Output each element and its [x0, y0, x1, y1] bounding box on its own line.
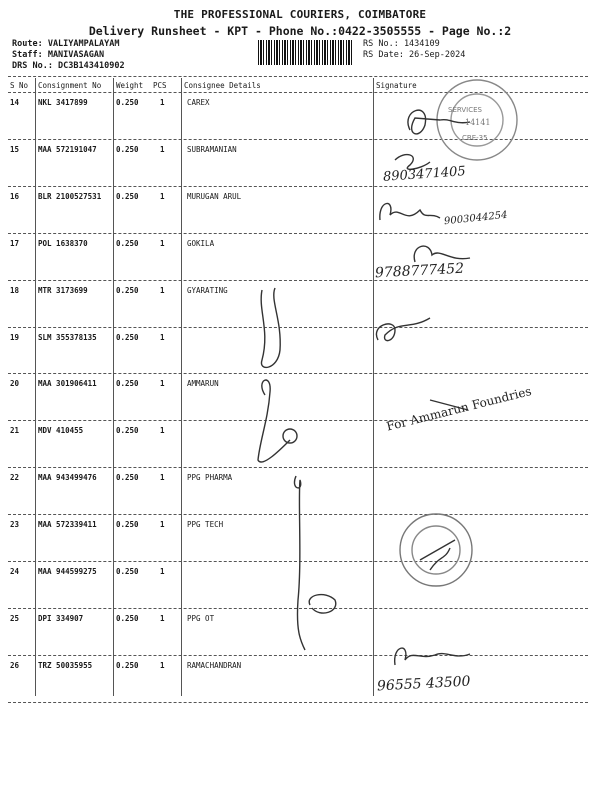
col-header-signature: Signature — [376, 81, 417, 90]
row-consignee: PPG OT — [187, 613, 215, 623]
col-header-consignee: Consignee Details — [184, 81, 261, 90]
barcode — [258, 40, 353, 65]
row-divider — [8, 327, 588, 328]
row-consignment: DPI 334907 — [38, 613, 84, 623]
phone-16: 9003044254 — [443, 209, 509, 228]
row-pcs: 1 — [160, 98, 165, 107]
row-sno: 17 — [10, 238, 20, 248]
stamp-14-mid: 14141 — [465, 118, 491, 127]
row-pcs: 1 — [160, 520, 165, 530]
row-pcs: 1 — [160, 238, 165, 248]
stamp-14-bottom: CBE-35 — [462, 134, 488, 142]
row-divider — [8, 655, 588, 656]
row-consignment: TRZ 50035955 — [38, 660, 93, 670]
row-divider — [8, 608, 588, 609]
row-pcs: 1 — [160, 660, 165, 670]
row-consignment: MAA 301906411 — [38, 379, 97, 389]
col-divider — [35, 78, 36, 696]
signature-22 — [294, 476, 305, 650]
col-header-weight: Weight — [116, 81, 144, 90]
signature-16 — [380, 204, 440, 220]
row-divider — [8, 467, 588, 468]
row-sno: 26 — [10, 660, 20, 670]
row-consignee: MURUGAN ARUL — [187, 191, 242, 201]
row-divider — [8, 420, 588, 421]
row-consignment: MAA 572339411 — [38, 520, 97, 530]
drs-label: DRS No.: DC3B143410902 — [12, 61, 125, 71]
row-sno: 16 — [10, 191, 20, 201]
header-bottom-line — [8, 92, 588, 93]
row-consignment: MAA 943499476 — [38, 473, 97, 483]
row-consignee: SUBRAMANIAN — [187, 144, 237, 154]
phone-15: 8903471405 — [382, 164, 467, 185]
row-consignment: MAA 572191047 — [38, 144, 97, 154]
row-sno: 21 — [10, 426, 20, 436]
row-sno: 15 — [10, 144, 20, 154]
row-pcs: 1 — [160, 144, 165, 154]
row-consignment: NKL 3417899 — [38, 98, 88, 107]
row-consignee: GOKILA — [187, 238, 215, 248]
row-weight: 0.250 — [116, 660, 139, 670]
row-sno: 18 — [10, 285, 20, 295]
signature-18 — [261, 288, 280, 367]
row-sno: 19 — [10, 332, 20, 342]
row-sno: 20 — [10, 379, 20, 389]
row-consignment: POL 1638370 — [38, 238, 88, 248]
col-header-pcs: PCS — [153, 81, 167, 90]
row-pcs: 1 — [160, 285, 165, 295]
row-pcs: 1 — [160, 567, 165, 576]
row-consignment: SLM 355378135 — [38, 332, 97, 342]
row-divider — [8, 373, 588, 374]
row-divider — [8, 280, 588, 281]
col-divider — [181, 78, 182, 696]
runsheet-subtitle: Delivery Runsheet - KPT - Phone No.:0422-3505555 - Page No.:2 — [88, 24, 512, 38]
row-weight: 0.250 — [116, 473, 139, 483]
row-weight: 0.250 — [116, 144, 139, 154]
row-pcs: 1 — [160, 379, 165, 389]
col-divider — [113, 78, 114, 696]
row-consignee: PPG TECH — [187, 520, 224, 530]
row-consignee: AMMARUN — [187, 379, 219, 389]
row-weight: 0.250 — [116, 332, 139, 342]
row-weight: 0.250 — [116, 567, 139, 576]
row-weight: 0.250 — [116, 238, 139, 248]
row-sno: 25 — [10, 613, 20, 623]
row-divider — [8, 139, 588, 140]
row-consignee: PPG PHARMA — [187, 473, 233, 483]
row-consignment: MTR 3173699 — [38, 285, 88, 295]
row-sno: 14 — [10, 98, 20, 107]
row-weight: 0.250 — [116, 285, 139, 295]
row-divider — [8, 514, 588, 515]
phone-17: 9788777452 — [374, 260, 465, 282]
signature-17 — [414, 246, 470, 262]
row-consignment: BLR 2100527531 — [38, 191, 102, 201]
stamp-20-21: For Ammarun Foundries — [385, 383, 533, 434]
row-divider — [8, 233, 588, 234]
row-sno: 24 — [10, 567, 20, 576]
institute-stamp — [400, 514, 472, 586]
signature-26 — [395, 648, 470, 665]
row-pcs: 1 — [160, 332, 165, 342]
row-pcs: 1 — [160, 613, 165, 623]
route-label: Route: VALIYAMPALAYAM — [12, 39, 120, 49]
signature-19 — [376, 318, 430, 341]
row-divider — [8, 561, 588, 562]
rs-number: RS No.: 1434109 — [363, 39, 440, 49]
col-header-sno: S No — [10, 81, 29, 90]
row-consignment: MAA 944599275 — [38, 567, 97, 576]
col-header-consignment: Consignment No — [38, 81, 102, 90]
phone-26: 96555 43500 — [376, 673, 471, 695]
row-weight: 0.250 — [116, 191, 139, 201]
row-pcs: 1 — [160, 191, 165, 201]
row-weight: 0.250 — [116, 379, 139, 389]
row-weight: 0.250 — [116, 98, 139, 107]
row-pcs: 1 — [160, 473, 165, 483]
company-title: THE PROFESSIONAL COURIERS, COIMBATORE — [173, 8, 427, 21]
row-weight: 0.250 — [116, 613, 139, 623]
row-divider — [8, 186, 588, 187]
row-pcs: 1 — [160, 426, 165, 436]
staff-label: Staff: MANIVASAGAN — [12, 50, 105, 60]
row-consignee: GYARATING — [187, 285, 228, 295]
row-sno: 23 — [10, 520, 20, 530]
row-weight: 0.250 — [116, 426, 139, 436]
row-consignee: RAMACHANDRAN — [187, 660, 242, 670]
row-consignee: CAREX — [187, 98, 210, 107]
row-weight: 0.250 — [116, 520, 139, 530]
table-top-line — [8, 76, 588, 77]
row-sno: 22 — [10, 473, 20, 483]
row-consignment: MDV 410455 — [38, 426, 84, 436]
rs-date: RS Date: 26-Sep-2024 — [363, 50, 466, 60]
row-divider — [8, 702, 588, 703]
signature-25 — [309, 595, 336, 613]
stamp-14-top: SERVICES — [448, 106, 482, 114]
col-divider — [373, 78, 374, 696]
